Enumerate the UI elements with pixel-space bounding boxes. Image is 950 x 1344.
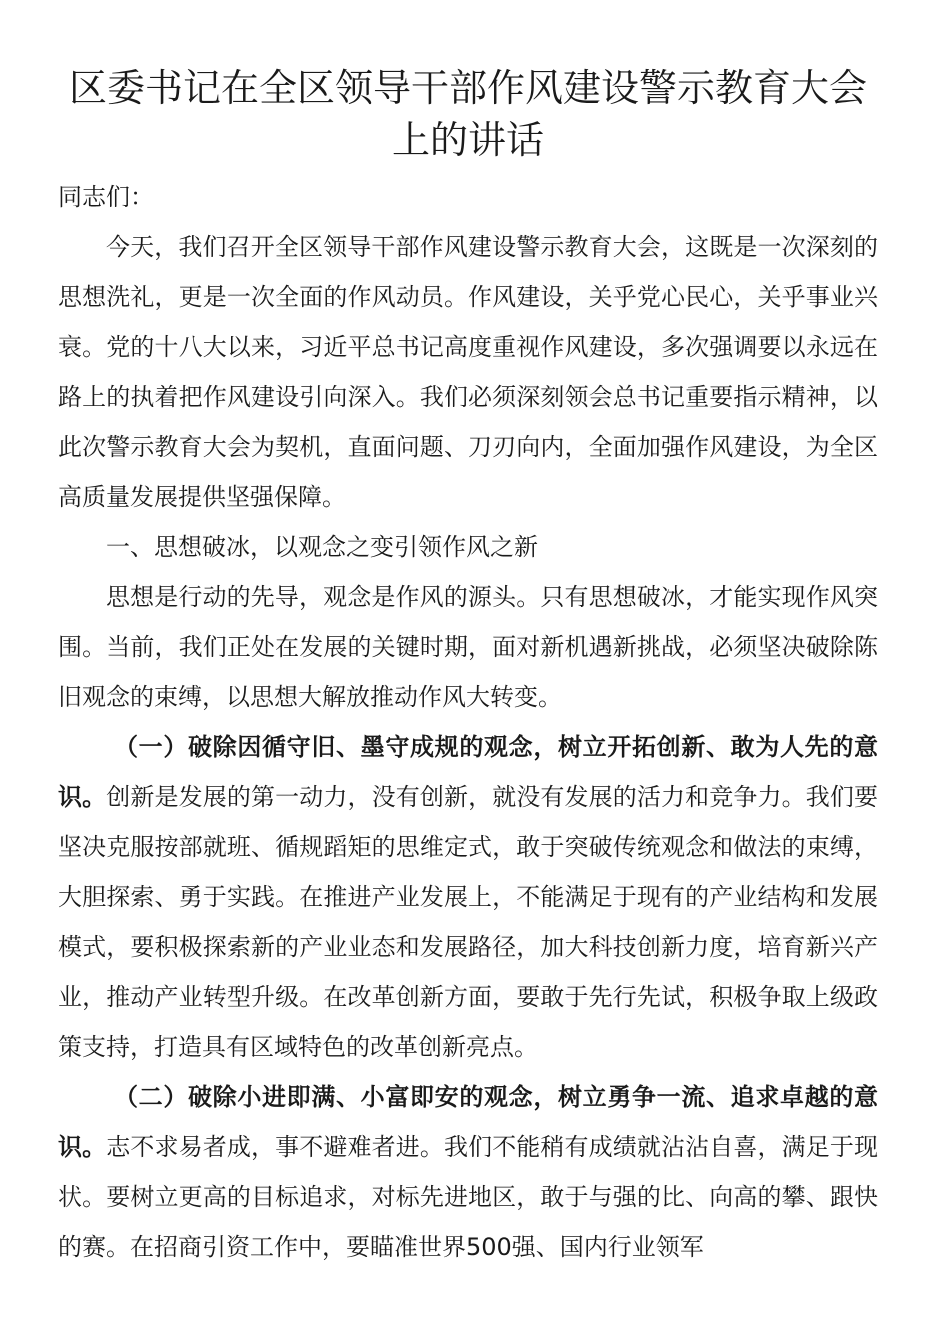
section-1-intro: 思想是行动的先导，观念是作风的源头。只有思想破冰，才能实现作风突围。当前，我们正处在发展的关键时期，面对新机遇新挑战，必须坚决破除陈旧观念的束缚，以思想大解放推动作风大转变。 [58, 583, 878, 711]
section-heading-1: 一、思想破冰，以观念之变引领作风之新 [106, 533, 538, 561]
item-2-body: 志不求易者成，事不避难者进。我们不能稍有成绩就沾沾自喜，满足于现状。要树立更高的目标追求，对标先进地区，敢于与强的比、向高的攀、跟快的赛。在招商引资工作中，要瞄准世界500强、国内行业领军 [58, 1133, 879, 1261]
salutation: 同志们： [58, 183, 154, 211]
section-1-item-1 [58, 722, 878, 1072]
document-title: 区委书记在全区领导干部作风建设警示教育大会上的讲话 [68, 66, 867, 162]
section-1-item-2 [58, 1072, 878, 1272]
item-1-lead: （一）破除因循守旧、墨守成规的观念，树立开拓创新、敢为人先的意识。 [58, 733, 878, 811]
item-2-lead: （二）破除小进即满、小富即安的观念，树立勇争一流、追求卓越的意识。 [58, 1083, 878, 1161]
opening-paragraph: 今天，我们召开全区领导干部作风建设警示教育大会，这既是一次深刻的思想洗礼，更是一次全面的作风动员。作风建设，关乎党心民心，关乎事业兴衰。党的十八大以来，习近平总书记高度重视作风建设，多次强调要以永远在路上的执着把作风建设引向深入。我们必须深刻领会总书记重要指示精神，以此次警示教育大会为契机，直面问题、刀刃向内，全面加强作风建设，为全区高质量发展提供坚强保障。 [58, 233, 878, 511]
document-page [58, 62, 878, 1272]
item-1-body: 创新是发展的第一动力，没有创新，就没有发展的活力和竞争力。我们要坚决克服按部就班、循规蹈矩的思维定式，敢于突破传统观念和做法的束缚，大胆探索、勇于实践。在推进产业发展上，不能满足于现有的产业结构和发展模式，要积极探索新的产业业态和发展路径，加大科技创新力度，培育新兴产业，推动产业转型升级。在改革创新方面，要敢于先行先试，积极争取上级政策支持，打造具有区域特色的改革创新亮点。 [58, 783, 879, 1061]
